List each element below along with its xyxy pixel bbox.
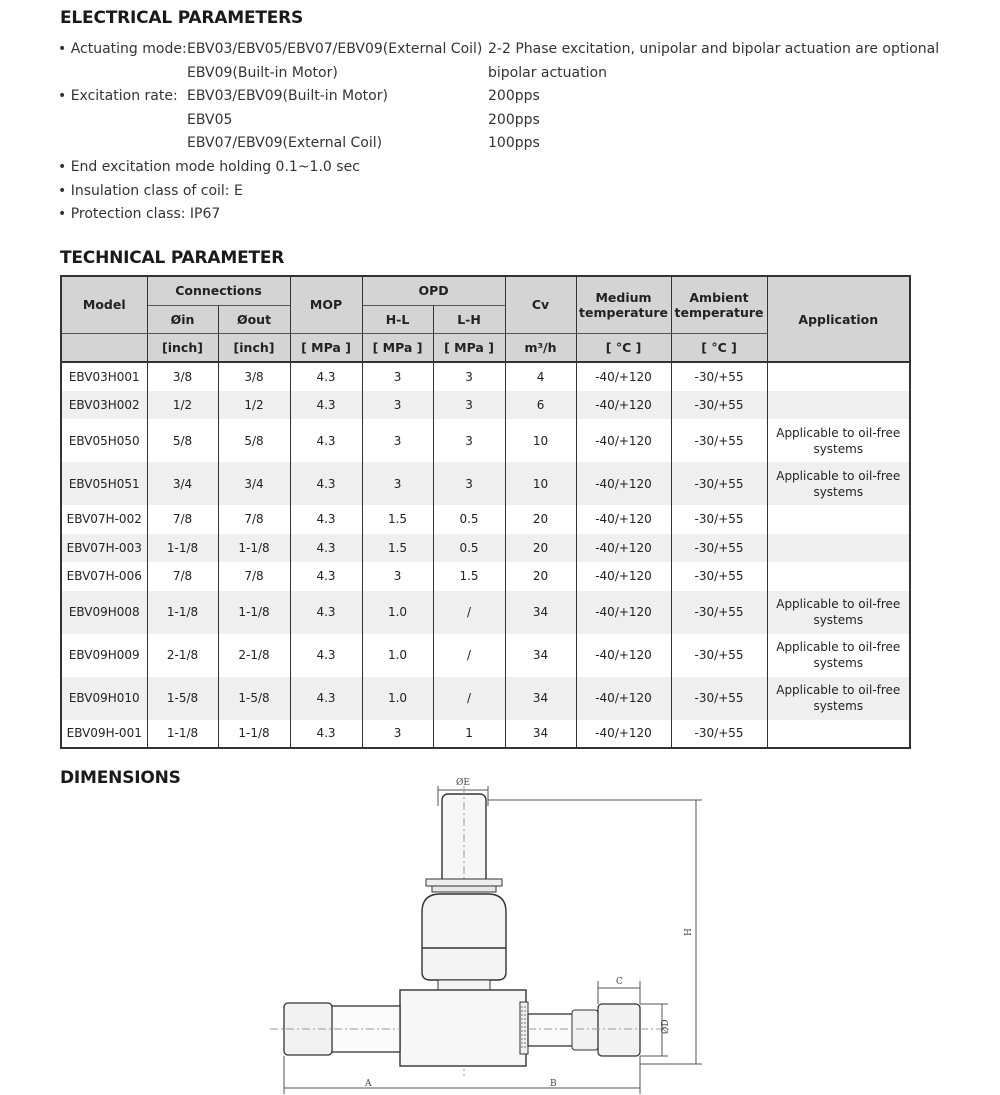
table-row xyxy=(61,534,910,563)
cell-app xyxy=(767,505,910,534)
cell-out: 1-5/8 xyxy=(218,677,290,720)
header-model: Model xyxy=(61,276,147,333)
elec-row xyxy=(58,38,958,62)
cell-cv: 34 xyxy=(505,591,576,634)
elec-value: bipolar actuation xyxy=(488,64,607,81)
elec-model: EBV03/EBV05/EBV07/EBV09(External Coil) xyxy=(187,41,483,57)
table-row xyxy=(61,362,910,391)
cell-out: 1/2 xyxy=(218,391,290,420)
header-hl: H-L xyxy=(362,305,433,333)
cell-medium: -40/+120 xyxy=(576,505,671,534)
unit-medium: [ °C ] xyxy=(576,333,671,362)
cell-hl: 1.5 xyxy=(362,534,433,563)
flange xyxy=(426,879,502,886)
cell-in: 1-1/8 xyxy=(147,591,218,634)
body-knurl xyxy=(520,1002,528,1054)
technical-parameter-table xyxy=(60,275,911,749)
cell-in: 1/2 xyxy=(147,391,218,420)
cell-cv: 10 xyxy=(505,419,576,462)
cell-hl: 3 xyxy=(362,720,433,749)
cell-medium: -40/+120 xyxy=(576,562,671,591)
elec-label: • Excitation rate: xyxy=(58,88,178,105)
cell-model: EBV05H050 xyxy=(61,419,147,462)
unit-ambient: [ °C ] xyxy=(671,333,767,362)
header-application: Application xyxy=(767,276,910,362)
coil-housing xyxy=(422,894,506,980)
cell-lh: 0.5 xyxy=(433,534,505,563)
outlet-reducer xyxy=(572,1010,598,1050)
dim-label-b: B xyxy=(550,1079,557,1089)
dim-label-e: ØE xyxy=(456,778,470,788)
cell-in: 7/8 xyxy=(147,562,218,591)
header-cv: Cv xyxy=(505,276,576,333)
cell-model: EBV09H009 xyxy=(61,634,147,677)
elec-model: EBV09(Built-in Motor) xyxy=(187,64,338,81)
electrical-parameters-title: ELECTRICAL PARAMETERS xyxy=(60,8,304,28)
elec-value: 2-2 Phase excitation, unipolar and bipolar actuation are optional xyxy=(488,41,940,57)
cell-ambient: -30/+55 xyxy=(671,534,767,563)
cell-app xyxy=(767,720,910,749)
cell-mop: 4.3 xyxy=(290,505,362,534)
cell-mop: 4.3 xyxy=(290,562,362,591)
cell-lh: 3 xyxy=(433,462,505,505)
cell-app xyxy=(767,534,910,563)
cell-out: 3/8 xyxy=(218,362,290,391)
cell-ambient: -30/+55 xyxy=(671,419,767,462)
cell-app xyxy=(767,562,910,591)
flange-ring xyxy=(432,886,496,892)
dim-label-h: H xyxy=(684,928,694,936)
elec-value: 200pps xyxy=(488,111,540,128)
unit-out: [inch] xyxy=(218,333,290,362)
cell-mop: 4.3 xyxy=(290,419,362,462)
cell-lh: 1 xyxy=(433,720,505,749)
elec-value: 100pps xyxy=(488,135,540,152)
cell-lh: 0.5 xyxy=(433,505,505,534)
elec-row xyxy=(58,62,958,86)
cell-in: 1-1/8 xyxy=(147,534,218,563)
valve-body xyxy=(400,990,526,1066)
cell-in: 3/4 xyxy=(147,462,218,505)
cell-app: Applicable to oil-free systems xyxy=(767,634,910,677)
cell-mop: 4.3 xyxy=(290,677,362,720)
cell-hl: 3 xyxy=(362,362,433,391)
cell-app: Applicable to oil-free systems xyxy=(767,591,910,634)
header-opd: OPD xyxy=(362,276,505,305)
cell-in: 1-1/8 xyxy=(147,720,218,749)
table-row xyxy=(61,634,910,677)
cell-app xyxy=(767,362,910,391)
cell-cv: 20 xyxy=(505,534,576,563)
cell-model: EBV09H-001 xyxy=(61,720,147,749)
unit-in: [inch] xyxy=(147,333,218,362)
cell-cv: 34 xyxy=(505,720,576,749)
dim-label-c: C xyxy=(616,977,623,987)
unit-model xyxy=(61,333,147,362)
cell-mop: 4.3 xyxy=(290,720,362,749)
cell-mop: 4.3 xyxy=(290,462,362,505)
cell-cv: 4 xyxy=(505,362,576,391)
cell-out: 7/8 xyxy=(218,505,290,534)
cell-model: EBV09H008 xyxy=(61,591,147,634)
elec-model: EBV05 xyxy=(187,111,233,128)
cell-medium: -40/+120 xyxy=(576,677,671,720)
cell-mop: 4.3 xyxy=(290,534,362,563)
outlet-pipe-end xyxy=(598,1004,640,1056)
unit-mop: [ MPa ] xyxy=(290,333,362,362)
cell-cv: 6 xyxy=(505,391,576,420)
cell-mop: 4.3 xyxy=(290,391,362,420)
elec-row xyxy=(58,85,958,109)
cell-hl: 1.0 xyxy=(362,677,433,720)
cell-in: 3/8 xyxy=(147,362,218,391)
cell-app: Applicable to oil-free systems xyxy=(767,462,910,505)
cell-out: 2-1/8 xyxy=(218,634,290,677)
cell-model: EBV05H051 xyxy=(61,462,147,505)
cell-lh: / xyxy=(433,634,505,677)
cell-medium: -40/+120 xyxy=(576,391,671,420)
cell-app: Applicable to oil-free systems xyxy=(767,419,910,462)
cell-hl: 3 xyxy=(362,419,433,462)
cell-cv: 34 xyxy=(505,677,576,720)
table-row xyxy=(61,720,910,749)
elec-value: 200pps xyxy=(488,88,540,105)
table-row xyxy=(61,562,910,591)
unit-cv: m³/h xyxy=(505,333,576,362)
header-lh: L-H xyxy=(433,305,505,333)
cell-medium: -40/+120 xyxy=(576,634,671,677)
cell-ambient: -30/+55 xyxy=(671,462,767,505)
cell-in: 2-1/8 xyxy=(147,634,218,677)
coil-neck xyxy=(438,980,490,990)
header-out: Øout xyxy=(218,305,290,333)
elec-row xyxy=(58,109,958,133)
cell-lh: 3 xyxy=(433,419,505,462)
elec-model: EBV07/EBV09(External Coil) xyxy=(187,135,383,152)
cell-model: EBV03H002 xyxy=(61,391,147,420)
cell-ambient: -30/+55 xyxy=(671,391,767,420)
cell-out: 3/4 xyxy=(218,462,290,505)
cell-medium: -40/+120 xyxy=(576,591,671,634)
cell-out: 1-1/8 xyxy=(218,720,290,749)
cell-ambient: -30/+55 xyxy=(671,505,767,534)
dim-label-d: ØD xyxy=(661,1019,671,1034)
cell-ambient: -30/+55 xyxy=(671,720,767,749)
unit-lh: [ MPa ] xyxy=(433,333,505,362)
cell-ambient: -30/+55 xyxy=(671,677,767,720)
elec-row xyxy=(58,180,958,204)
elec-label: • Protection class: IP67 xyxy=(58,206,221,223)
cell-out: 1-1/8 xyxy=(218,591,290,634)
cell-in: 1-5/8 xyxy=(147,677,218,720)
elec-label: • Insulation class of coil: E xyxy=(58,182,243,199)
cell-ambient: -30/+55 xyxy=(671,591,767,634)
cell-hl: 3 xyxy=(362,391,433,420)
header-medium-temperature: Medium temperature xyxy=(576,276,671,333)
cell-out: 1-1/8 xyxy=(218,534,290,563)
cell-in: 5/8 xyxy=(147,419,218,462)
cell-medium: -40/+120 xyxy=(576,462,671,505)
unit-hl: [ MPa ] xyxy=(362,333,433,362)
cell-out: 7/8 xyxy=(218,562,290,591)
cell-medium: -40/+120 xyxy=(576,419,671,462)
table-row xyxy=(61,677,910,720)
cell-cv: 20 xyxy=(505,562,576,591)
cell-hl: 3 xyxy=(362,562,433,591)
cell-cv: 20 xyxy=(505,505,576,534)
cell-model: EBV03H001 xyxy=(61,362,147,391)
table-row xyxy=(61,505,910,534)
cell-ambient: -30/+55 xyxy=(671,362,767,391)
header-connections: Connections xyxy=(147,276,290,305)
cell-ambient: -30/+55 xyxy=(671,562,767,591)
elec-row xyxy=(58,203,958,227)
table-row xyxy=(61,591,910,634)
cell-medium: -40/+120 xyxy=(576,534,671,563)
cell-mop: 4.3 xyxy=(290,634,362,677)
cell-lh: 3 xyxy=(433,391,505,420)
elec-label: • End excitation mode holding 0.1~1.0 sec xyxy=(58,158,360,175)
cell-lh: / xyxy=(433,677,505,720)
table-row xyxy=(61,419,910,462)
cell-hl: 1.0 xyxy=(362,634,433,677)
cell-lh: 1.5 xyxy=(433,562,505,591)
cell-app xyxy=(767,391,910,420)
dimensions-title: DIMENSIONS xyxy=(60,768,181,788)
cell-ambient: -30/+55 xyxy=(671,634,767,677)
table-row xyxy=(61,462,910,505)
cell-hl: 1.5 xyxy=(362,505,433,534)
cell-model: EBV07H-003 xyxy=(61,534,147,563)
cell-medium: -40/+120 xyxy=(576,720,671,749)
technical-parameter-title: TECHNICAL PARAMETER xyxy=(60,248,285,268)
cell-mop: 4.3 xyxy=(290,362,362,391)
cell-cv: 34 xyxy=(505,634,576,677)
cell-model: EBV09H010 xyxy=(61,677,147,720)
header-ambient-temperature: Ambient temperature xyxy=(671,276,767,333)
cell-cv: 10 xyxy=(505,462,576,505)
dim-label-a: A xyxy=(365,1079,372,1089)
cell-app: Applicable to oil-free systems xyxy=(767,677,910,720)
electrical-parameters-list xyxy=(58,38,958,227)
cell-hl: 3 xyxy=(362,462,433,505)
cell-lh: 3 xyxy=(433,362,505,391)
elec-model: EBV03/EBV09(Built-in Motor) xyxy=(187,88,388,105)
cell-out: 5/8 xyxy=(218,419,290,462)
header-mop: MOP xyxy=(290,276,362,333)
cell-model: EBV07H-002 xyxy=(61,505,147,534)
cell-model: EBV07H-006 xyxy=(61,562,147,591)
cell-in: 7/8 xyxy=(147,505,218,534)
elec-row xyxy=(58,132,958,156)
cell-mop: 4.3 xyxy=(290,591,362,634)
cell-medium: -40/+120 xyxy=(576,362,671,391)
table-row xyxy=(61,391,910,420)
cell-lh: / xyxy=(433,591,505,634)
elec-label: • Actuating mode: xyxy=(58,41,187,57)
valve-dimension-drawing xyxy=(270,776,710,1095)
elec-row xyxy=(58,156,958,180)
cell-hl: 1.0 xyxy=(362,591,433,634)
header-in: Øin xyxy=(147,305,218,333)
